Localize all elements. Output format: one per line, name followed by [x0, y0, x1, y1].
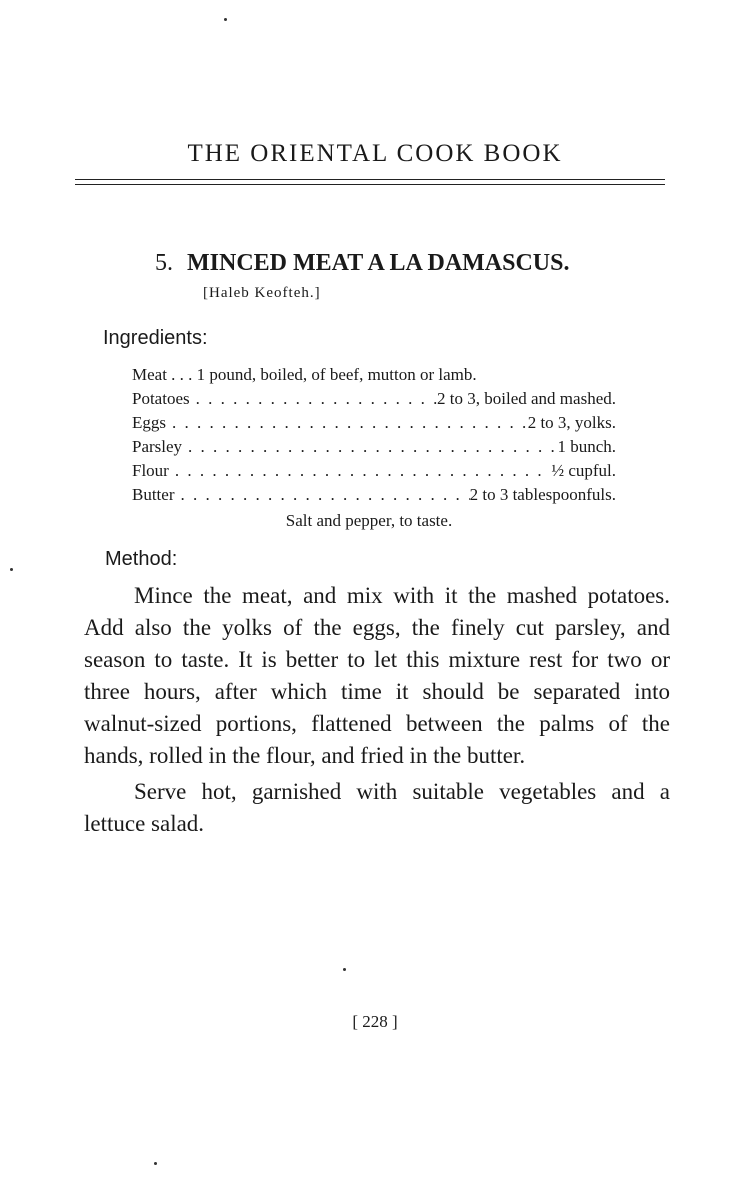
ingredient-name: Butter	[132, 485, 175, 504]
method-paragraph: Serve hot, garnished with suitable vegetables and a lettuce salad.	[84, 779, 670, 836]
scan-speck	[10, 568, 13, 571]
leader-dots	[166, 411, 528, 435]
header-rule-top	[75, 179, 665, 180]
leader-dots	[190, 387, 437, 411]
scan-speck	[343, 968, 346, 971]
ingredients-list	[132, 363, 616, 533]
recipe-title	[155, 250, 675, 277]
method-paragraph: Mince the meat, and mix with it the mashed potatoes. Add also the yolks of the eggs, the finely cut parsley, and season to taste. It is better to let this mixture rest for two or three hours, after which time it should be separated into walnut-sized portions, flattened between the palms of the hands, rolled in the flour, and fried in the butter.	[84, 583, 670, 768]
page-number: [ 228 ]	[352, 1012, 398, 1031]
leader-dots	[182, 435, 557, 459]
recipe-number: 5.	[155, 250, 173, 276]
ingredient-row	[132, 435, 616, 459]
leader-dots	[169, 459, 551, 483]
method-text	[84, 580, 670, 840]
ingredient-amount: 1 bunch.	[557, 437, 616, 456]
running-head: THE ORIENTAL COOK BOOK	[187, 140, 563, 167]
ingredient-amount: 2 to 3, yolks.	[527, 413, 616, 432]
scan-speck	[224, 18, 227, 21]
ingredient-amount: 2 to 3 tablespoonfuls.	[469, 485, 616, 504]
ingredient-amount: 2 to 3, boiled and mashed.	[437, 389, 616, 408]
method-heading: Method:	[105, 548, 178, 570]
ingredient-name: Potatoes	[132, 389, 190, 408]
ingredient-name: Meat . . . 1 pound, boiled, of beef, mutton or lamb.	[132, 365, 477, 384]
recipe-title-text: MINCED MEAT A LA DAMASCUS.	[187, 250, 570, 276]
ingredient-row	[132, 411, 616, 435]
ingredient-amount: ½ cupful.	[551, 461, 616, 480]
ingredient-name: Flour	[132, 461, 169, 480]
ingredient-row	[132, 483, 616, 507]
seasoning-line: Salt and pepper, to taste.	[285, 511, 453, 530]
ingredients-heading: Ingredients:	[103, 327, 208, 349]
recipe-subtitle: [Haleb Keofteh.]	[203, 285, 321, 301]
ingredient-name: Parsley	[132, 437, 183, 456]
ingredient-row	[132, 387, 616, 411]
scan-speck	[154, 1162, 157, 1165]
header-rule-bottom	[75, 184, 665, 185]
leader-dots	[175, 483, 470, 507]
ingredient-row	[132, 363, 616, 387]
ingredient-row	[132, 459, 616, 483]
ingredient-name: Eggs	[132, 413, 166, 432]
